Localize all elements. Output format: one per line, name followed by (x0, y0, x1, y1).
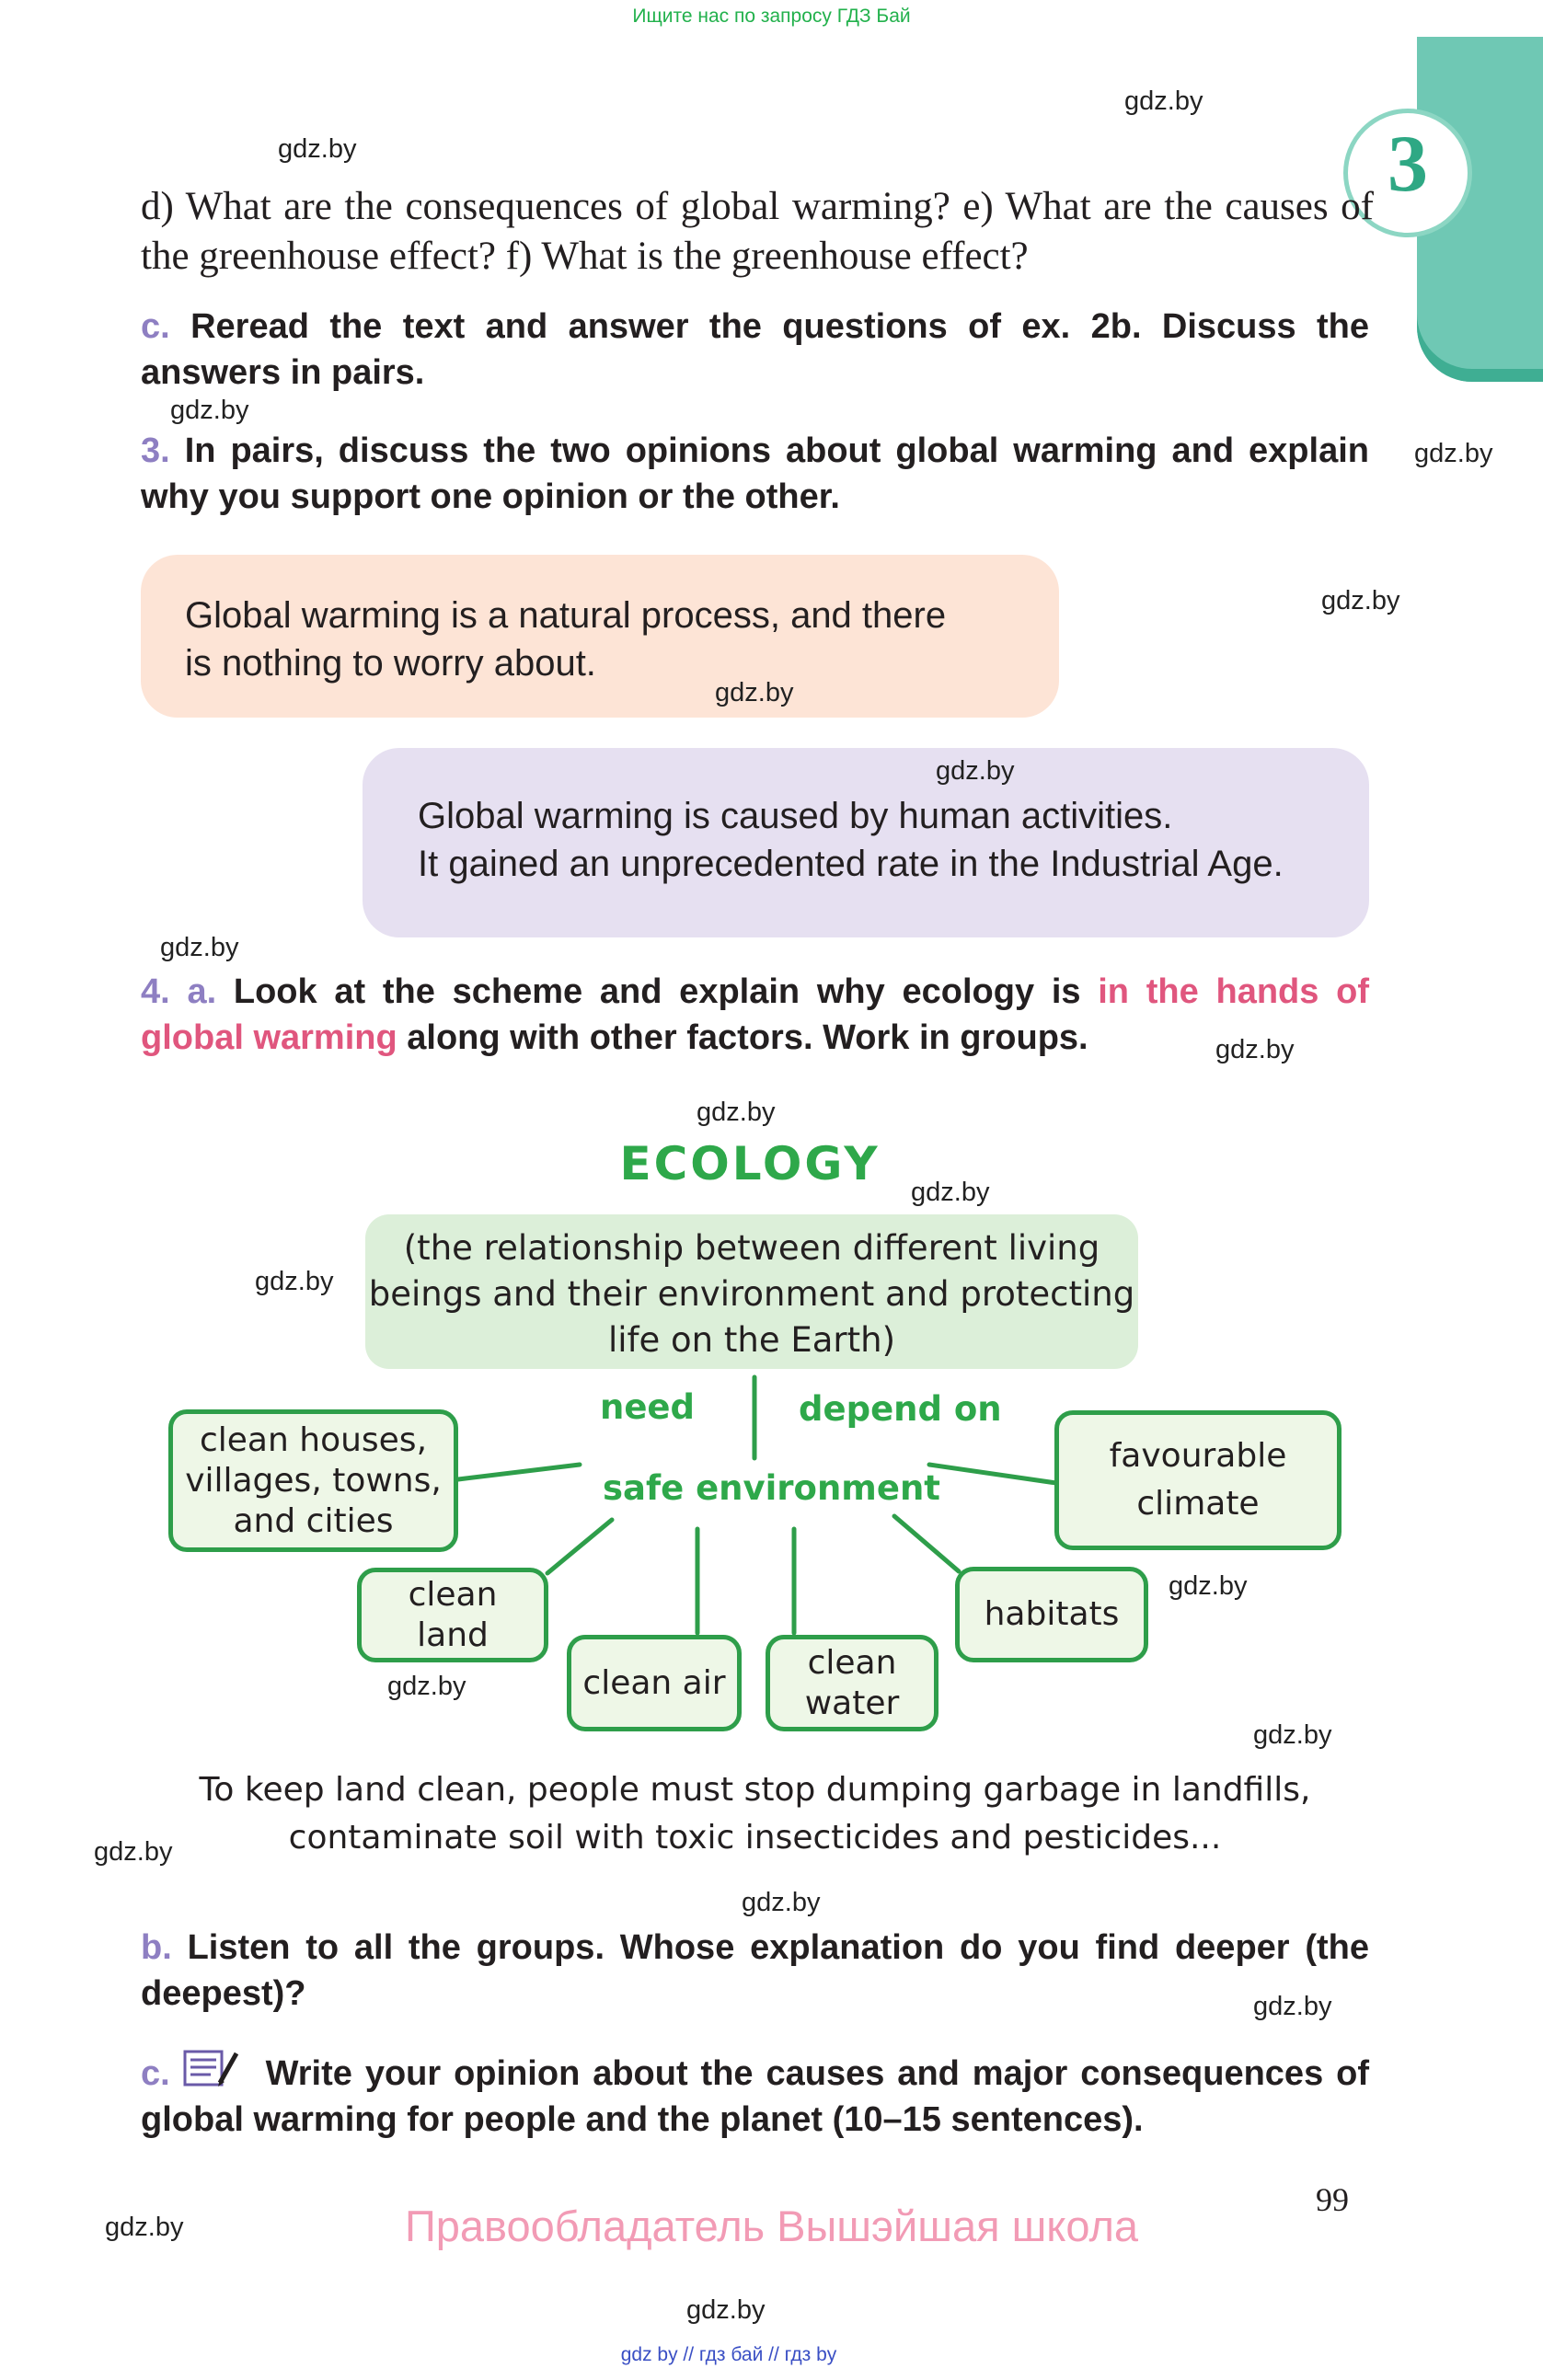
task-letter: c. (141, 307, 170, 346)
node-line: habitats (984, 1595, 1120, 1633)
watermark: gdz.by (742, 1888, 821, 1917)
node-line: and cities (233, 1501, 394, 1540)
task-letter: a. (187, 972, 217, 1011)
watermark: gdz.by (1414, 439, 1493, 468)
opinion-line: Global warming is a natural process, and there (185, 595, 947, 636)
watermark: gdz.by (387, 1672, 466, 1701)
node-line: clean air (582, 1663, 726, 1702)
bottom-banner[interactable]: gdz by // гдз бай // гдз by (620, 2344, 837, 2365)
watermark: gdz.by (686, 2295, 766, 2325)
task-4c (141, 2048, 1369, 2143)
node-line: villages, towns, (185, 1461, 442, 1500)
top-banner[interactable]: Ищите нас по запросу ГДЗ Бай (632, 6, 911, 27)
opinion-line: It gained an unprecedented rate in the Industrial Age. (418, 844, 1284, 884)
watermark: gdz.by (94, 1837, 173, 1867)
task-4b (141, 1925, 1369, 2017)
questions-continued: d) What are the consequences of global warming? e) What are the causes of the greenhouse effect? f) What is the greenhouse effect? (141, 185, 1374, 278)
task-text: Write your opinion about the causes and major consequences of global warming for people and the planet (10–15 sentences). (141, 2054, 1369, 2139)
node-line: land (417, 1615, 489, 1654)
node-line: climate (1136, 1485, 1260, 1523)
watermark: gdz.by (160, 933, 239, 962)
node-favourable-climate (1054, 1410, 1341, 1550)
connector-line (929, 1465, 1056, 1483)
node-line: clean (807, 1643, 897, 1682)
opinion-line: Global warming is caused by human activities. (418, 796, 1173, 836)
node-habitats (955, 1567, 1148, 1662)
watermark: gdz.by (1321, 586, 1400, 615)
copyright-holder: Правообладатель Вышэйшая школа (404, 2202, 1139, 2250)
task-number: 4. (141, 972, 170, 1011)
node-line: water (804, 1684, 900, 1722)
task-number: 3. (141, 431, 170, 470)
node-clean-air (567, 1635, 742, 1731)
definition-line: life on the Earth) (607, 1320, 896, 1360)
task-text: In pairs, discuss the two opinions about global warming and explain why you support one opinion or the other. (141, 431, 1369, 516)
depend-on-label: depend on (799, 1389, 1002, 1429)
task-letter: c. (141, 2054, 170, 2093)
watermark: gdz.by (715, 678, 794, 707)
definition-line: (the relationship between different living (403, 1228, 1100, 1268)
task-letter: b. (141, 1928, 172, 1967)
watermark: gdz.by (1215, 1035, 1295, 1064)
task-text: Reread the text and answer the questions of ex. 2b. Discuss the answers in pairs. (141, 307, 1370, 392)
definition-line: beings and their environment and protecting (368, 1274, 1135, 1314)
need-label: need (600, 1387, 696, 1427)
task-text: Look at the scheme and explain why ecology is (233, 972, 1081, 1011)
connector-line (894, 1516, 959, 1571)
node-line: favourable (1109, 1437, 1287, 1475)
opinion-line: is nothing to worry about. (185, 643, 596, 684)
watermark: gdz.by (1124, 86, 1203, 116)
watermark: gdz.by (1253, 1992, 1332, 2021)
node-clean-land (357, 1568, 548, 1662)
node-clean-settlements (168, 1409, 458, 1552)
task-text: along with other factors. Work in groups. (407, 1018, 1088, 1057)
node-line: clean (408, 1575, 498, 1614)
page-number: 99 (1316, 2181, 1349, 2218)
safe-environment-label: safe environment (603, 1468, 940, 1508)
scheme-caption (141, 1766, 1369, 1862)
node-clean-water (766, 1635, 938, 1731)
watermark: gdz.by (255, 1267, 334, 1296)
caption-line: contaminate soil with toxic insecticides and pesticides... (288, 1819, 1222, 1857)
scheme-title: ECOLOGY (619, 1137, 881, 1190)
watermark: gdz.by (697, 1098, 776, 1127)
watermark: gdz.by (1169, 1571, 1248, 1601)
watermark: gdz.by (911, 1178, 990, 1207)
watermark: gdz.by (278, 134, 357, 164)
chapter-number: 3 (1388, 120, 1428, 209)
task-text: Listen to all the groups. Whose explanation do you find deeper (the deepest)? (141, 1928, 1369, 2013)
watermark: gdz.by (936, 756, 1015, 786)
writing-task-icon (183, 2048, 240, 2088)
connector-line (547, 1520, 612, 1573)
watermark: gdz.by (105, 2213, 184, 2242)
caption-line: To keep land clean, people must stop dumping garbage in landfills, (199, 1771, 1311, 1809)
watermark: gdz.by (1253, 1720, 1332, 1750)
node-line: clean houses, (199, 1420, 428, 1459)
watermark: gdz.by (170, 396, 249, 425)
connector-line (458, 1465, 580, 1479)
highlighted-phrase: in the hands of global warming (141, 972, 1369, 1057)
